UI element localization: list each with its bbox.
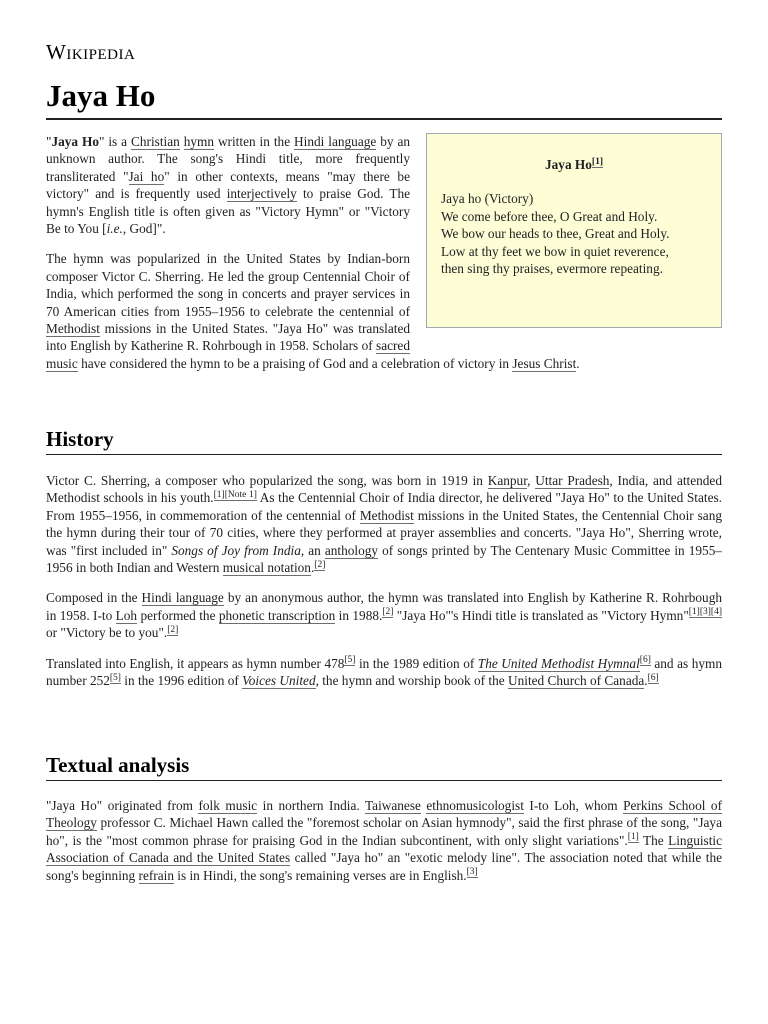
textual-paragraph-1 <box>46 797 722 884</box>
text-run: . <box>576 355 580 371</box>
text-run: The hymn was popularized in the United States by Indian-born composer Victor C. Sherring. He led the group Centennial Choir of India, which performed the song in concerts and prayer services in 70 American cities from 1955–1956 to celebrate the centennial of <box>46 251 410 319</box>
lyric-line: Jaya ho (Victory) <box>441 191 534 207</box>
text-run: I-to Loh, whom <box>523 798 624 813</box>
text-run: Translated into English, it appears as hymn number 478 <box>46 655 345 671</box>
text-run: Composed in the <box>46 590 142 606</box>
history-paragraph-2 <box>46 589 722 641</box>
text-run: , God]". <box>122 221 166 237</box>
text-run: "Jaya Ho" originated from <box>46 798 199 813</box>
link-kanpur[interactable]: Kanpur <box>487 473 528 488</box>
link-phonetic-transcription[interactable]: phonetic transcription <box>218 607 336 623</box>
link-hindi-language[interactable]: Hindi language <box>294 134 377 149</box>
citation-ref[interactable]: [1] <box>688 607 700 618</box>
text-run: in the 1996 edition of <box>120 673 243 689</box>
citation-ref[interactable]: [1] <box>213 489 225 500</box>
text-run: have considered the hymn to be a praising of God and a celebration of victory in <box>77 355 513 371</box>
citation-ref[interactable]: [5] <box>109 672 121 683</box>
text-run: or "Victory be to you". <box>46 625 168 641</box>
text-run: Victor C. Sherring, a composer who popularized the song, was born in 1919 in <box>46 473 488 488</box>
textual-analysis-section <box>46 797 722 897</box>
link-ethnomusicologist[interactable]: ethnomusicologist <box>426 798 524 813</box>
link-united-church-of-canada[interactable]: United Church of Canada <box>508 673 645 689</box>
text-run: written in the <box>214 134 295 149</box>
lyric-line: then sing thy praises, evermore repeating. <box>441 261 663 277</box>
lyric-line: We come before thee, O Great and Holy. <box>441 208 658 224</box>
text-run: , the hymn and worship book of the <box>315 673 509 689</box>
section-heading-history: History <box>46 426 722 455</box>
text-run: . <box>310 560 315 576</box>
text-run: The <box>638 832 669 848</box>
text-run: and as hymn number 252 <box>46 655 722 689</box>
text-run: . <box>644 673 648 689</box>
infobox-title-ref[interactable]: [1] <box>591 156 603 167</box>
text-run: As the Centennial Choir of India director, he delivered "Jaya Ho" to the United States. From 1955–1956, in commemoration of the centennial of <box>46 490 722 523</box>
infobox-title-text: Jaya Ho <box>545 157 592 172</box>
link-linguistic-association[interactable]: Linguistic Association of Canada and the United States <box>46 832 722 866</box>
text-run: , an <box>300 542 325 558</box>
section-heading-textual-analysis: Textual analysis <box>46 752 722 781</box>
link-interjectively[interactable]: interjectively <box>226 186 297 202</box>
text-run: called "Jaya ho" an "exotic melody line". The association noted that while the song's beginning <box>46 850 722 883</box>
link-christian[interactable]: Christian <box>131 134 180 149</box>
text-run: missions in the United States, the Centennial Choir sang the hymn during their tour of 70 cities, where they performed at prayer assemblies and concerts. "Jaya Ho", Sherring wrote, was "first included in" <box>46 507 722 558</box>
link-jai-ho[interactable]: Jai ho <box>128 168 165 184</box>
link-loh[interactable]: Loh <box>115 607 138 623</box>
link-hymn[interactable]: hymn <box>183 134 215 149</box>
history-paragraph-1 <box>46 472 722 576</box>
italic-ie: i.e. <box>106 221 123 237</box>
link-methodist[interactable]: Methodist <box>46 321 100 337</box>
text-run: " is a <box>98 134 131 149</box>
lyric-line: We bow our heads to thee, Great and Holy. <box>441 226 670 242</box>
citation-ref[interactable]: [2] <box>167 624 179 635</box>
text-run: in northern India. <box>257 798 365 813</box>
link-jesus-christ[interactable]: Jesus Christ <box>512 355 577 371</box>
link-hindi-language[interactable]: Hindi language <box>141 590 224 606</box>
text-run: of songs printed by The Centenary Music Committee in 1955–1956 in both Indian and Western <box>46 542 722 576</box>
text-run: by an anonymous author, the hymn was translated into English by Katherine R. Rohrbough in 1958. I-to <box>46 590 722 623</box>
citation-ref[interactable]: [1] <box>627 832 639 843</box>
wikipedia-wordmark[interactable] <box>46 40 135 65</box>
citation-ref[interactable]: [3] <box>466 867 478 878</box>
link-sacred-music[interactable]: sacred music <box>46 338 410 371</box>
link-methodist[interactable]: Methodist <box>359 507 414 523</box>
link-uttar-pradesh[interactable]: Uttar Pradesh <box>535 473 610 488</box>
article-name-bold: Jaya Ho <box>51 134 99 149</box>
citation-ref[interactable]: [5] <box>344 655 356 666</box>
lyric-line: Low at thy feet we bow in quiet reverence, <box>441 243 669 259</box>
text-run: performed the <box>137 607 219 623</box>
link-anthology[interactable]: anthology <box>324 542 379 558</box>
citation-ref[interactable]: [2] <box>314 559 326 570</box>
citation-ref[interactable]: [6] <box>639 655 651 666</box>
link-perkins-school-of-theology[interactable]: Perkins School of Theology <box>46 798 722 831</box>
wordmark-text: Wikipedia <box>46 40 136 64</box>
infobox-title <box>441 156 707 173</box>
text-run: is in Hindi, the song's remaining verses are in English. <box>173 867 467 883</box>
history-paragraph-3 <box>46 655 722 690</box>
text-run: by an unknown author. The song's Hindi title, more frequently transliterated " <box>46 134 411 184</box>
history-section <box>46 472 722 702</box>
text-run: " in other contexts, means "may there be victory" and is frequently used <box>46 168 410 202</box>
link-folk-music[interactable]: folk music <box>198 798 258 813</box>
intro-section <box>46 133 722 385</box>
note-ref[interactable]: [Note 1] <box>224 489 257 500</box>
lyrics-infobox <box>426 133 722 328</box>
text-run: "Jaya Ho"'s Hindi title is translated as "Victory Hymn" <box>393 607 689 623</box>
text-run: , India, and attended Methodist schools in his youth. <box>46 473 722 506</box>
citation-ref[interactable]: [2] <box>382 607 394 618</box>
text-run: in the 1989 edition of <box>355 655 478 671</box>
page-title: Jaya Ho <box>46 78 722 120</box>
text-run: in 1988. <box>335 607 383 623</box>
text-run: , <box>527 473 536 488</box>
citation-ref[interactable]: [3] <box>699 607 711 618</box>
text-run: to praise God. The hymn's English title is often given as "Victory Hymn" or "Victory Be to You [ <box>46 186 410 237</box>
link-refrain[interactable]: refrain <box>138 867 174 883</box>
link-united-methodist-hymnal[interactable]: The United Methodist Hymnal <box>477 655 640 671</box>
link-taiwanese[interactable]: Taiwanese <box>364 798 421 813</box>
link-musical-notation[interactable]: musical notation <box>222 560 311 576</box>
text-run: professor C. Michael Hawn called the "foremost scholar on Asian hymnody", said the first phrase of the song, "Jaya ho", is the "most common phrase for praising God in the Indian subcontinent, with only slight variations". <box>46 815 722 848</box>
text-run: missions in the United States. "Jaya Ho" was translated into English by Katherine R. Rohrbough in 1958. Scholars of <box>46 321 410 354</box>
citation-ref[interactable]: [4] <box>710 607 722 618</box>
text-run: " <box>46 134 52 149</box>
link-voices-united[interactable]: Voices United <box>242 673 316 689</box>
italic-songs-of-joy: Songs of Joy from India <box>171 542 301 558</box>
citation-ref[interactable]: [6] <box>647 672 659 683</box>
